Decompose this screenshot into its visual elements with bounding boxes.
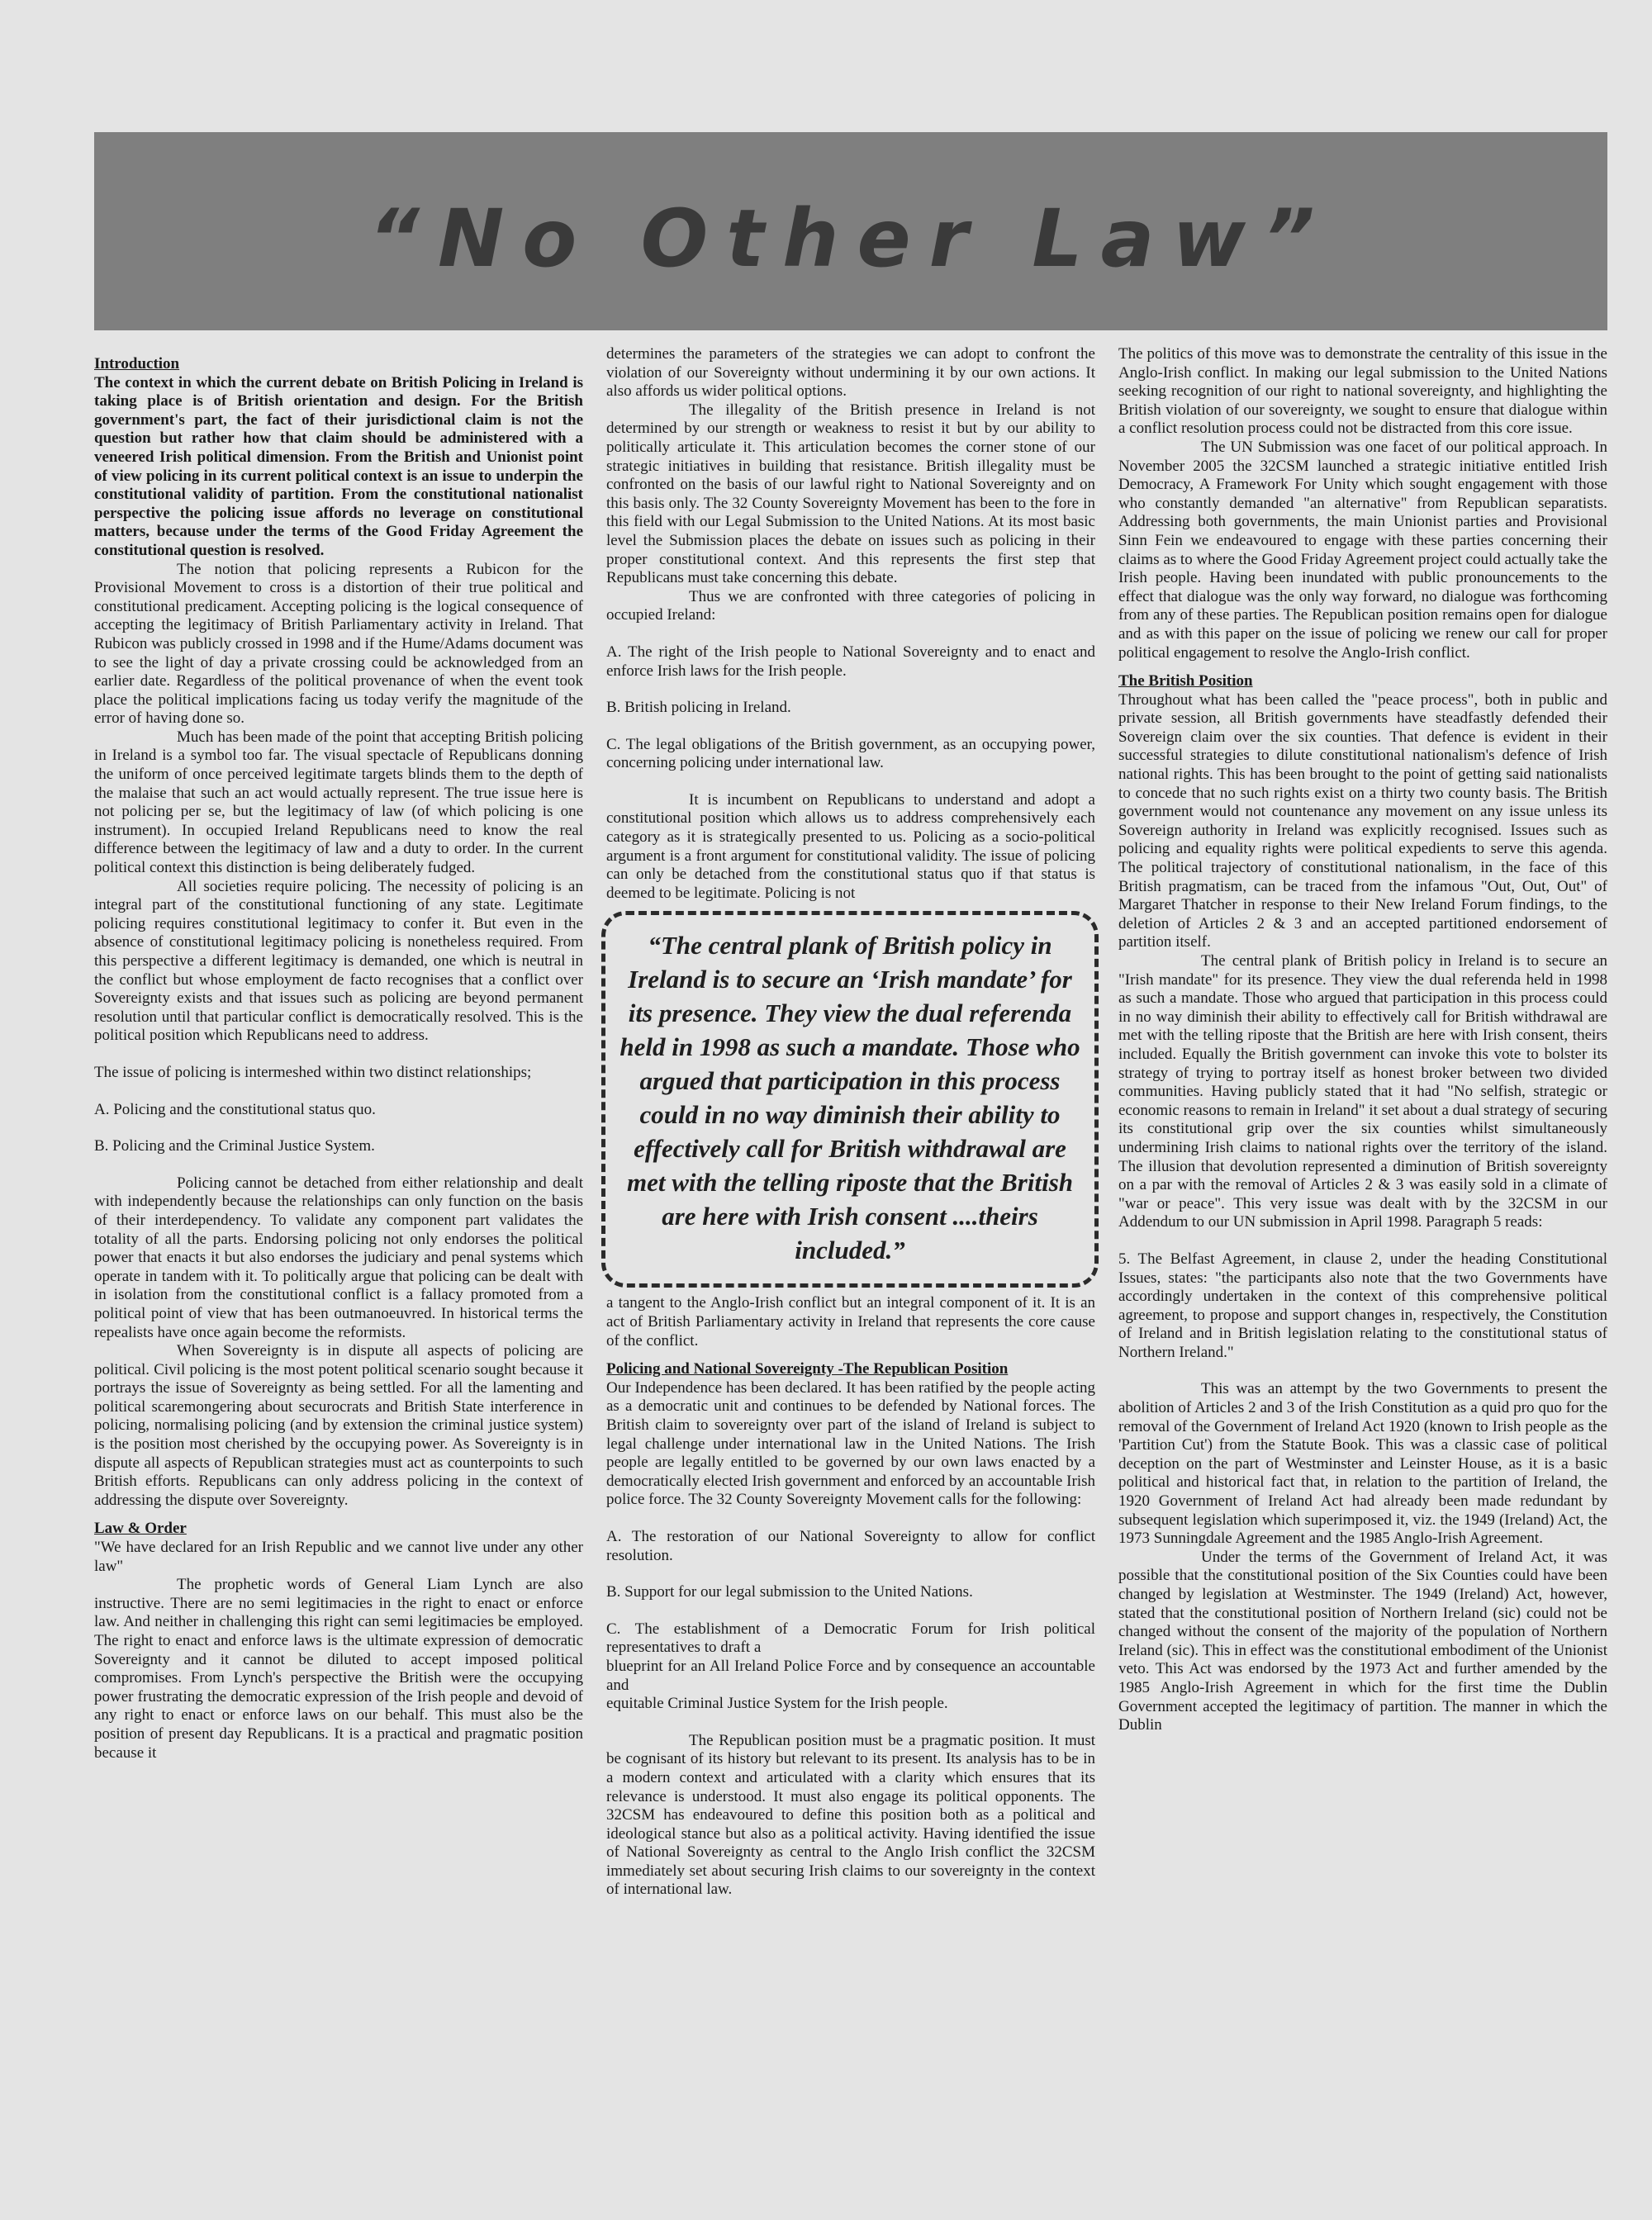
paragraph: The politics of this move was to demonstrate the centrality of this issue in the Anglo-Irish conflict. In making our legal submission to the United Nations seeking recognition of our right to national sovereignty, and highlighting the British violation of our sovereignty, we sought to ensure that dialogue within a conflict resolution process could not be distracted from this core issue.	[1118, 345, 1607, 438]
paragraph: equitable Criminal Justice System for the Irish people.	[606, 1695, 948, 1713]
spacer	[606, 625, 1095, 643]
spacer	[606, 1714, 1095, 1732]
spacer	[606, 681, 1095, 699]
section-heading: The British Position	[1118, 672, 1253, 690]
paragraph: The issue of policing is intermeshed within two distinct relationships;	[94, 1063, 532, 1081]
paragraph: Policing cannot be detached from either relationship and dealt with independently because the relationships can only function on the basis of their interdependency. To validate any component part validates the totality of all the parts. Endorsing policing not only endorses the political power that enacts it but also endorses the judiciary and penal systems which operate in tandem with it. To politically argue that policing can be dealt with in isolation from the constitutional conflict is a fallacy promoted from a political point of view that has been outmanoeuvred. In historical terms the repealists have once again become the reformists.	[94, 1174, 583, 1341]
paragraph: The prophetic words of General Liam Lynch are also instructive. There are no semi legitimacies in the right to enact or enforce law. And neither in challenging this right can semi legitimacies be employed. The right to enact and enforce laws is the ultimate expression of democratic Sovereignty and it cannot be diluted to accept imposed political compromises. From Lynch's perspective the British were the occupying power frustrating the democratic expression of the Irish people and devoid of any right to enact or enforce laws on our behalf. This must also be the position of present day Republicans. It is a practical and pragmatic position because it	[94, 1576, 583, 1762]
paragraph: Throughout what has been called the "peace process", both in public and private session, all British governments have steadfastly defended their Sovereign claim over the six counties. That defence is evident in their successful strategies to dilute constitutional nationalism's defence of Irish national rights. This has been brought to the point of getting said nationalists to concede that no such rights exist on a thirty two county basis. The British government would not countenance any movement on any issue unless its Sovereign authority in Ireland was explicitly recognised. Issues such as policing and equality rights were political expedients to serve this agenda. The political trajectory of constitutional nationalism, in the face of this British pragmatism, can be traced from the infamous "Out, Out, Out" of Margaret Thatcher in response to their New Ireland Forum findings, to the deletion of Articles 2 & 3 and an accepted partitioned endorsement of partition itself.	[1118, 690, 1607, 951]
spacer	[606, 1565, 1095, 1583]
spacer	[1118, 1362, 1607, 1380]
spacer	[94, 1083, 583, 1101]
paragraph: B. Policing and the Criminal Justice System.	[94, 1137, 375, 1155]
spacer	[606, 773, 1095, 791]
paragraph: The illegality of the British presence in Ireland is not determined by our strength or weakness to resist it but by our ability to politically articulate it. This articulation becomes the corner stone of our strategic initiatives in building that resistance. British illegality must be confronted on the basis of our lawful right to National Sovereignty and on this basis only. The 32 County Sovereignty Movement has been to the fore in this field with our Legal Submission to the United Nations. At its most basic level the Submission places the debate on issues such as policing in their proper constitutional context. And this represents the first step that Republicans must take concerning this debate.	[606, 401, 1095, 587]
paragraph: All societies require policing. The necessity of policing is an integral part of the constitutional functioning of any state. Legitimate policing requires constitutional legitimacy to confer it. But even in the absence of constitutional legitimacy policing is nonetheless required. From this perspective a different legitimacy is demanded, one which is neutral in the conflict but whose employment de facto recognises that a conflict over Sovereignty exists and that issues such as policing are beyond permanent resolution until that particular conflict is democratically resolved. This is the political position which Republicans need to address.	[94, 877, 583, 1045]
paragraph: A. Policing and the constitutional status quo.	[94, 1100, 376, 1118]
paragraph: Our Independence has been declared. It has been ratified by the people acting as a democratic unit and continues to be defended by National forces. The British claim to sovereignty over part of the island of Ireland is subject to legal challenge under international law in the United Nations. The Irish people are legally entitled to be governed by our own laws enacted by a democratically elected Irish government and enforced by an accountable Irish police force. The 32 County Sovereignty Movement calls for the following:	[606, 1378, 1095, 1509]
paragraph: a tangent to the Anglo-Irish conflict but an integral component of it. It is an act of British Parliamentary activity in Ireland that represents the core cause of the conflict.	[606, 1294, 1095, 1350]
paragraph: The central plank of British policy in Ireland is to secure an "Irish mandate" for its presence. They view the dual referenda held in 1998 as such a mandate. Those who argued that participation in this process could in no way diminish their ability to effectively call for British withdrawal are met with the telling riposte that the British are here with Irish consent, theirs included. Equally the British government can invoke this vote to bolster its strategy of trying to portray itself as honest broker between two divided communities. Having publicly stated that it had "No selfish, strategic or economic reasons to remain in Ireland" it set about a dual strategy of securing its constitutional grip over the six counties whilst simultaneously undermining Irish claims to national rights over the territory of the island. The illusion that devolution represented a diminution of British sovereignty on a par with the removal of Articles 2 & 3 was easily sold in a climate of "war or peace". This very issue was dealt with by the 32CSM in our Addendum to our UN submission in April 1998. Paragraph 5 reads:	[1118, 952, 1607, 1231]
pull-quote: “The central plank of British policy in Ireland is to secure an ‘Irish mandate’ for its presence. They view the dual referenda held in 1998 as such a mandate. Those who argued that participation in this process could in no way diminish their ability to effectively call for British withdrawal are met with the telling riposte that the British are here with Irish consent ....theirs included.”	[601, 911, 1099, 1288]
paragraph: The Republican position must be a pragmatic position. It must be cognisant of its history but relevant to its present. Its analysis has to be in a modern context and articulated with a clarity which ensures that its relevance is understood. It must also engage its political opponents. The 32CSM has endeavoured to define this position both as a political and ideological stance but also as a political activity. Having identified the issue of National Sovereignty as central to the Anglo Irish conflict the 32CSM immediately set about securing Irish claims to our sovereignty in the context of international law.	[606, 1731, 1095, 1899]
spacer	[606, 1510, 1095, 1528]
spacer	[94, 1046, 583, 1064]
spacer	[606, 1602, 1095, 1620]
column-middle-bottom	[606, 1294, 1095, 1900]
paragraph: "We have declared for an Irish Republic and we cannot live under any other law"	[94, 1539, 583, 1575]
paragraph: B. Support for our legal submission to the United Nations.	[606, 1583, 973, 1601]
paragraph: A. The right of the Irish people to National Sovereignty and to enact and enforce Irish laws for the Irish people.	[606, 643, 1095, 680]
title-banner	[94, 132, 1607, 330]
paragraph: It is incumbent on Republicans to understand and adopt a constitutional position which allows us to address comprehensively each category as it is strategically presented to us. Policing as a socio-political argument is a front argument for constitutional validity. The issue of policing can only be detached from the constitutional status quo if that status is deemed to be legitimate. Policing is not	[606, 790, 1095, 902]
section-heading: Introduction	[94, 355, 180, 372]
paragraph: The UN Submission was one facet of our political approach. In November 2005 the 32CSM launched a strategic initiative entitled Irish Democracy, A Framework For Unity which sought engagement with those who constantly demanded "an alternative" from Republican separatists. Addressing both governments, the main Unionist parties and Provisional Sinn Fein we endeavoured to engage with these parties concerning their claims as to where the Good Friday Agreement project could actually take the Irish people. Having been inundated with public pronouncements to the effect that dialogue was the only way forward, no dialogue was forthcoming from any of these parties. The Republican position remains open for dialogue and as with this paper on the issue of policing we renew our call for proper political engagement to resolve the Anglo-Irish conflict.	[1118, 438, 1607, 662]
paragraph: When Sovereignty is in dispute all aspects of policing are political. Civil policing is the most potent political scenario sought because it portrays the issue of Sovereignty as being settled. For all the lamenting and political scaremongering about securocrats and British State interference in policing, normalising policing (and by extension the criminal justice system) is the position most cherished by the occupying power. As Sovereignty is in dispute all aspects of Republican strategies must act as counterpoints to such British efforts. Republicans can only address policing in the context of addressing the dispute over Sovereignty.	[94, 1342, 583, 1509]
paragraph: Under the terms of the Government of Ireland Act, it was possible that the constitutional position of the Six Counties could have been changed by legislation at Westminster. The 1949 (Ireland) Act, however, stated that the constitutional position of Northern Ireland (sic) could not be changed without the consent of the majority of the population of Northern Ireland (sic). This in effect was the constitutional embodiment of the Unionist veto. This Act was endorsed by the 1973 Act and further amended by the 1985 Anglo-Irish Agreement in which for the first time the Dublin Government accepted the legitimacy of partition. The manner in which the Dublin	[1118, 1548, 1607, 1734]
column-right	[1118, 345, 1607, 1735]
column-left	[94, 345, 583, 1762]
spacer	[94, 1156, 583, 1174]
spacer	[1118, 1232, 1607, 1250]
paragraph: Thus we are confronted with three categories of policing in occupied Ireland:	[606, 587, 1095, 624]
page-title: “No Other Law”	[368, 192, 1333, 285]
section-heading: Policing and National Sovereignty -The Republican Position	[606, 1360, 1009, 1378]
paragraph: A. The restoration of our National Sovereignty to allow for conflict resolution.	[606, 1527, 1095, 1564]
paragraph: 5. The Belfast Agreement, in clause 2, under the heading Constitutional Issues, states: "the participants also note that the two Governments have accordingly undertaken in the context of this comprehensive political agreement, to propose and support changes in, respectively, the Constitution of Ireland and in British legislation relating to the constitutional status of Northern Ireland."	[1118, 1250, 1607, 1361]
spacer	[94, 1119, 583, 1137]
spacer	[606, 718, 1095, 736]
paragraph: B. British policing in Ireland.	[606, 699, 791, 717]
column-middle-top	[606, 345, 1095, 903]
paragraph: This was an attempt by the two Governments to present the abolition of Articles 2 and 3 of the Irish Constitution as a quid pro quo for the removal of the Government of Ireland Act 1920 (known to Irish people as the 'Partition Cut') from the Statute Book. This was a classic case of political deception on the part of Westminster and Leinster House, as it is a basic political and historical fact that, in relation to the partition of Ireland, the 1920 Government of Ireland Act had already been made redundant by subsequent legislation which superimposed it, viz. the 1949 (Ireland) Act, the 1973 Sunningdale Agreement and the 1985 Anglo-Irish Agreement.	[1118, 1380, 1607, 1548]
paragraph: determines the parameters of the strategies we can adopt to confront the violation of our Sovereignty without undermining it by our own actions. It also affords us wider political options.	[606, 345, 1095, 401]
paragraph: The notion that policing represents a Rubicon for the Provisional Movement to cross is a distortion of their true political and constitutional predicament. Accepting policing is the logical consequence of accepting the legitimacy of British Parliamentary activity in Ireland. That Rubicon was publicly crossed in 1998 and if the Hume/Adams document was to see the light of day a private crossing could be acknowledged from an earlier date. Regardless of the political provenance of when the event took place the political implications facing us today verify the magnitude of the error of having done so.	[94, 560, 583, 728]
paragraph: blueprint for an All Ireland Police Force and by consequence an accountable and	[606, 1657, 1095, 1694]
paragraph: The context in which the current debate on British Policing in Ireland is taking place is of British orientation and design. For the British government's part, the fact of their jurisdictional claim is not the question but rather how that claim should be administered with a veneered Irish political dimension. From the British and Unionist point of view policing in its current political context is an issue to underpin the constitutional validity of partition. From the constitutional nationalist perspective the policing issue affords no leverage on constitutional matters, because under the terms of the Good Friday Agreement the constitutional question is resolved.	[94, 373, 583, 559]
paragraph: C. The legal obligations of the British government, as an occupying power, concerning policing under international law.	[606, 735, 1095, 772]
section-heading: Law & Order	[94, 1520, 187, 1538]
column-middle	[606, 345, 1095, 1900]
paragraph: Much has been made of the point that accepting British policing in Ireland is a symbol too far. The visual spectacle of Republicans donning the uniform of once perceived legitimate targets blinds them to the depth of the malaise that such an act would actually represent. The true issue here is not policing per se, but the legitimacy of law (of which policing is one instrument). In occupied Ireland Republicans need to know the real difference between the legitimacy of law and a duty to order. In the current political context this distinction is being deliberately fudged.	[94, 728, 583, 877]
paragraph: C. The establishment of a Democratic Forum for Irish political representatives to draft a	[606, 1620, 1095, 1657]
